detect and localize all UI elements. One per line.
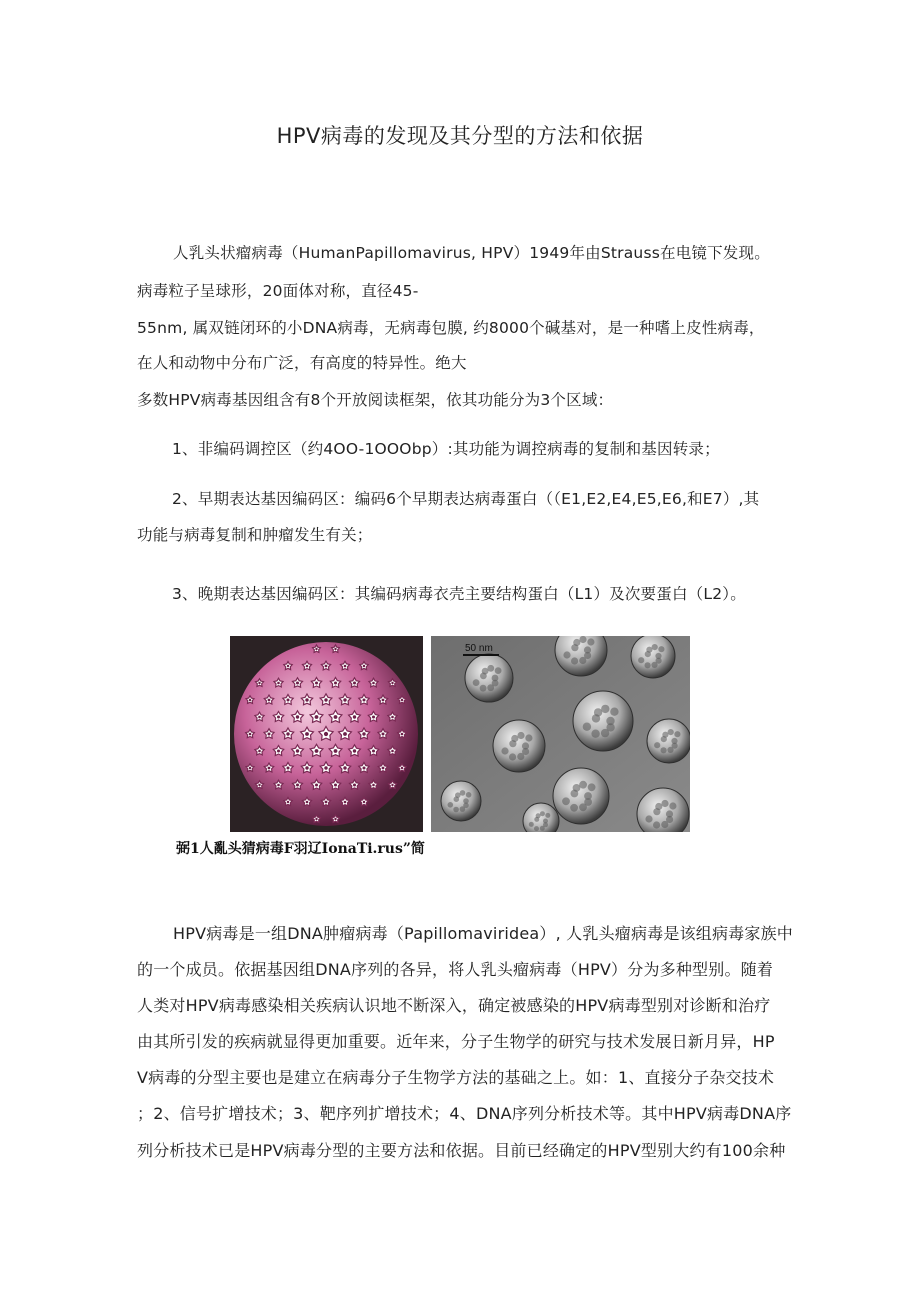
scale-bar-label: 50 nm (465, 643, 493, 654)
intro-line: 在人和动物中分布广泛，有高度的特异性。绝大 (137, 354, 467, 372)
capsomere-center (296, 784, 299, 787)
virion-texture (646, 647, 652, 653)
capsomere-center (344, 665, 347, 668)
virion-texture (579, 781, 587, 789)
capsomere-center (286, 732, 289, 735)
virion-particle (493, 720, 545, 772)
virion-texture (601, 705, 609, 713)
capsomere-center (363, 767, 366, 770)
paragraph-line: ；2、信号扩增技术；3、靶序列扩增技术；4、DNA序列分析技术等。其中HPV病毒DNA序 (137, 1104, 792, 1123)
virion-texture (601, 729, 609, 737)
intro-line: 人乳头状瘤病毒（HumanPapillomavirus, HPV）1949年由Strauss在电镜下发现。 (173, 244, 770, 262)
capsomere-center (315, 648, 317, 650)
virion-texture (460, 790, 466, 796)
capsomere-center (362, 732, 365, 735)
virion-texture (579, 657, 586, 664)
virion-texture (652, 644, 658, 650)
electron-micrograph-image (431, 636, 690, 832)
paragraph-line: 列分析技术已是HPV病毒分型的主要方法和依据。目前已经确定的HPV型别大约有100余种 (137, 1141, 786, 1160)
virion-texture (674, 731, 680, 737)
intro-line: 55nm, 属双链闭环的小DNA病毒，无病毒包膜, 约8000个碱基对，是一种嗜上皮性病毒， (137, 319, 765, 337)
capsomere-center (258, 682, 260, 684)
virion-texture (473, 679, 480, 686)
intro-line: 病毒粒子呈球形，20面体对称，直径45- (137, 282, 419, 300)
capsomere-center (324, 698, 327, 701)
capsomere-center (305, 698, 308, 701)
virion-texture (534, 826, 539, 831)
virion-texture (509, 753, 516, 760)
virion-texture (661, 821, 668, 828)
capsomere-center (353, 749, 356, 752)
region-item-2: 2、早期表达基因编码区：编码6个早期表达病毒蛋白（（E1,E2,E4,E5,E6,和E7）,其 (172, 490, 760, 508)
capsomere-center (334, 715, 338, 719)
capsomere-center (268, 767, 271, 770)
capsomere-center (296, 682, 299, 685)
capsomere-center (363, 699, 366, 702)
virion-texture (654, 742, 660, 748)
capsomere-center (258, 750, 261, 753)
virion-texture (501, 747, 508, 754)
capsomere-center (363, 665, 365, 667)
virion-texture (511, 735, 518, 742)
capsomere-center (372, 682, 375, 685)
virion-texture (460, 806, 466, 812)
virion-particle (573, 691, 633, 751)
virion-particle (553, 768, 609, 824)
capsomere-center (334, 818, 336, 820)
virion-particle (465, 654, 513, 702)
virion-texture (661, 800, 668, 807)
capsomere-center (382, 767, 385, 770)
virion-texture (487, 665, 494, 672)
capsomere-center (401, 733, 404, 736)
virion-texture (540, 811, 545, 816)
virion-texture (610, 708, 618, 716)
virion-texture (579, 803, 587, 811)
virion-texture (653, 821, 660, 828)
capsomere-center (353, 784, 356, 787)
capsomere-center (315, 715, 319, 719)
paragraph-line: 由其所引发的疾病就显得更加重要。近年来，分子生物学的研究与技术发展日新月异，HP (137, 1032, 775, 1051)
virion-texture (658, 646, 664, 652)
capsomere-center (334, 648, 336, 650)
capsomere-center (287, 801, 289, 803)
virion-texture (563, 651, 570, 658)
capsomere-center (305, 766, 308, 769)
capsomere-center (268, 733, 271, 736)
virion-texture (638, 657, 644, 663)
capsomere-center (382, 699, 385, 702)
capsomere-center (287, 767, 290, 770)
capsomere-center (372, 750, 375, 753)
capsomere-center (306, 801, 309, 804)
capsomere-center (372, 716, 375, 719)
capsomere-center (353, 715, 356, 718)
capsomere-center (258, 784, 260, 786)
virion-texture (540, 826, 545, 831)
capsomere-center (391, 682, 393, 684)
capsomere-center (343, 698, 346, 701)
virion-texture (525, 734, 532, 741)
capsomere-center (334, 784, 337, 787)
virion-texture (562, 797, 570, 805)
virion-texture (571, 657, 578, 664)
capsomere-center (401, 767, 403, 769)
virion-texture (570, 804, 578, 812)
capsomere-center (315, 818, 317, 820)
virion-texture (588, 783, 596, 791)
virion-texture (591, 730, 599, 738)
capsomere-center (324, 732, 328, 736)
virion-particle (441, 781, 481, 821)
virion-texture (573, 639, 580, 646)
virion-texture (594, 708, 602, 716)
paragraph-line: 的一个成员。依据基因组DNA序列的各异，将人乳头瘤病毒（HPV）分为多种型别。随着 (137, 960, 774, 979)
capsomere-center (287, 665, 289, 667)
virion-texture (536, 813, 541, 818)
capsomere-center (249, 767, 251, 769)
virion-texture (662, 732, 668, 738)
virus-model-image (230, 636, 423, 832)
virion-texture (517, 753, 524, 760)
capsomere-center (315, 749, 319, 753)
virion-texture (453, 807, 459, 813)
capsomere-center (334, 682, 337, 685)
capsomere-center (343, 732, 347, 736)
capsomere-center (315, 784, 318, 787)
capsomere-center (334, 749, 338, 753)
virion-texture (668, 729, 674, 735)
capsomere-center (268, 699, 271, 702)
capsomere-center (325, 801, 328, 804)
capsomere-center (277, 750, 280, 753)
virion-texture (480, 685, 487, 692)
virion-texture (645, 815, 652, 822)
capsomere-center (401, 699, 403, 701)
intro-line: 多数HPV病毒基因组含有8个开放阅读框架，依其功能分为3个区域： (137, 391, 614, 409)
virion-texture (529, 822, 534, 827)
capsomere-center (306, 665, 309, 668)
region-item-2-cont: 功能与病毒复制和肿瘤发生有关； (137, 526, 373, 544)
capsomere-center (353, 682, 356, 685)
capsomere-center (372, 784, 375, 787)
virion-texture (579, 636, 586, 643)
virion-texture (448, 802, 454, 808)
virion-texture (545, 813, 550, 818)
capsomere-center (277, 682, 280, 685)
virion-texture (669, 802, 676, 809)
virion-texture (495, 667, 502, 674)
capsomere-center (391, 716, 394, 719)
virion-texture (517, 732, 524, 739)
document-title: HPV病毒的发现及其分型的方法和依据 (276, 124, 644, 148)
virion-texture (667, 747, 673, 753)
capsomere-center (258, 716, 261, 719)
figure-caption: 弼1人亂头猜病毒F羽辽IonaTi.rus”简 (176, 841, 425, 857)
capsomere-center (277, 716, 280, 719)
capsomere-center (287, 699, 290, 702)
virion-texture (645, 662, 651, 668)
virion-texture (587, 638, 594, 645)
capsomere-center (315, 682, 318, 685)
capsomere-center (305, 732, 309, 736)
capsomere-center (296, 749, 299, 752)
virion-texture (655, 803, 662, 810)
capsomere-center (382, 733, 385, 736)
virion-texture (487, 684, 494, 691)
paragraph-line: HPV病毒是一组DNA肿瘤病毒（Papillomaviridea）, 人乳头瘤病毒是该组病毒家族中 (173, 924, 793, 943)
virion-texture (466, 792, 472, 798)
capsomere-center (363, 801, 365, 803)
capsomere-center (277, 784, 280, 787)
capsomere-center (391, 750, 394, 753)
virion-texture (661, 747, 667, 753)
capsomere-center (324, 766, 327, 769)
capsomere-center (344, 801, 347, 804)
capsomere-center (343, 766, 346, 769)
capsomere-center (391, 784, 393, 786)
capsomere-center (249, 733, 252, 736)
virion-particle (647, 719, 690, 763)
region-item-3: 3、晚期表达基因编码区：其编码病毒衣壳主要结构蛋白（L1）及次要蛋白（L2）。 (172, 585, 746, 603)
paragraph-line: 人类对HPV病毒感染相关疾病认识地不断深入，确定被感染的HPV病毒型别对诊断和治疗 (137, 996, 771, 1015)
capsomere-center (325, 665, 328, 668)
region-item-1: 1、非编码调控区（约4OO-1OOObp）:其功能为调控病毒的复制和基因转录； (172, 440, 720, 458)
capsomere-center (249, 699, 251, 701)
virion-texture (651, 662, 657, 668)
capsomere-center (296, 715, 299, 718)
virion-texture (583, 723, 591, 731)
paragraph-line: V病毒的分型主要也是建立在病毒分子生物学方法的基础之上。如：1、直接分子杂交技术 (137, 1068, 775, 1087)
virus-figure (230, 636, 690, 832)
virion-particle (631, 636, 675, 678)
